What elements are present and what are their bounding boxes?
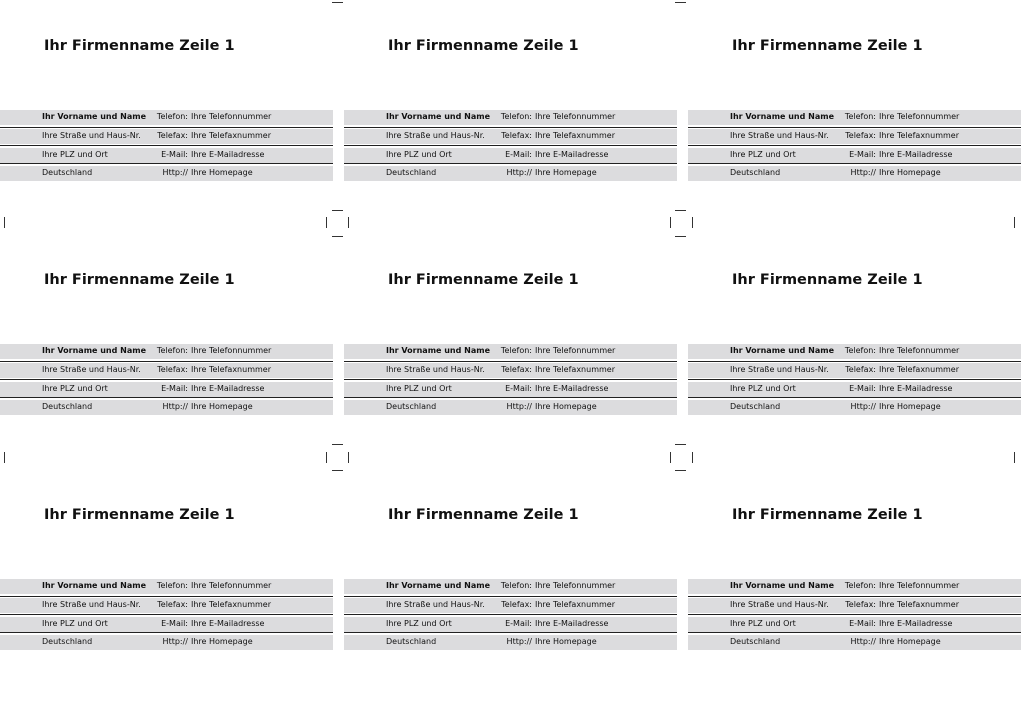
contact-label: Ihre PLZ und Ort xyxy=(730,384,796,393)
contact-label: Ihre PLZ und Ort xyxy=(730,619,796,628)
crop-mark xyxy=(332,444,343,445)
contact-row xyxy=(688,579,1021,594)
company-name: Ihr Firmenname Zeile 1 xyxy=(732,38,923,54)
contact-row xyxy=(0,598,333,613)
contact-row xyxy=(688,617,1021,632)
contact-value: Ihre Telefonnummer xyxy=(191,112,272,121)
row-divider xyxy=(0,614,333,615)
row-divider xyxy=(688,361,1021,362)
contact-value: Ihre Homepage xyxy=(191,402,253,411)
crop-mark xyxy=(675,2,686,3)
row-divider xyxy=(688,614,1021,615)
contact-caption: Http:// xyxy=(162,402,188,411)
company-name: Ihr Firmenname Zeile 1 xyxy=(732,272,923,288)
contact-label: Ihre PLZ und Ort xyxy=(386,619,452,628)
contact-value: Ihre E-Mailadresse xyxy=(535,384,609,393)
contact-label: Deutschland xyxy=(386,637,437,646)
contact-row xyxy=(0,344,333,359)
contact-caption: Telefon: xyxy=(500,581,532,590)
crop-mark xyxy=(332,2,343,3)
contact-value: Ihre Homepage xyxy=(879,168,941,177)
contact-value: Ihre Homepage xyxy=(191,637,253,646)
contact-caption: Http:// xyxy=(506,402,532,411)
crop-mark xyxy=(692,217,693,228)
contact-row xyxy=(0,635,333,650)
contact-value: Ihre Telefaxnummer xyxy=(879,365,959,374)
row-divider xyxy=(0,632,333,633)
contact-caption: Telefon: xyxy=(156,112,188,121)
contact-value: Ihre Homepage xyxy=(535,168,597,177)
contact-row xyxy=(344,110,677,125)
contact-value: Ihre E-Mailadresse xyxy=(191,619,265,628)
contact-label: Ihre Straße und Haus-Nr. xyxy=(42,600,141,609)
contact-caption: Http:// xyxy=(162,637,188,646)
contact-caption: Telefon: xyxy=(844,346,876,355)
company-name: Ihr Firmenname Zeile 1 xyxy=(44,507,235,523)
contact-value: Ihre E-Mailadresse xyxy=(879,619,953,628)
company-name: Ihr Firmenname Zeile 1 xyxy=(388,38,579,54)
crop-mark xyxy=(1014,217,1015,228)
contact-label: Deutschland xyxy=(42,168,93,177)
contact-row xyxy=(0,110,333,125)
crop-mark xyxy=(675,470,686,471)
contact-value: Ihre Telefaxnummer xyxy=(191,131,271,140)
crop-mark xyxy=(675,210,686,211)
contact-caption: Telefax: xyxy=(845,131,876,140)
row-divider xyxy=(344,596,677,597)
contact-caption: Http:// xyxy=(506,168,532,177)
contact-caption: Http:// xyxy=(162,168,188,177)
contact-label: Deutschland xyxy=(42,637,93,646)
contact-caption: E-Mail: xyxy=(161,619,188,628)
contact-row xyxy=(0,382,333,397)
contact-value: Ihre Telefaxnummer xyxy=(535,600,615,609)
crop-mark xyxy=(326,452,327,463)
contact-label: Ihre Straße und Haus-Nr. xyxy=(386,131,485,140)
contact-row xyxy=(344,148,677,163)
contact-caption: Http:// xyxy=(850,402,876,411)
contact-row xyxy=(344,579,677,594)
contact-caption: Telefax: xyxy=(501,600,532,609)
row-divider xyxy=(344,632,677,633)
contact-value: Ihre Telefaxnummer xyxy=(535,365,615,374)
contact-row xyxy=(344,382,677,397)
crop-mark xyxy=(332,210,343,211)
contact-value: Ihre Telefaxnummer xyxy=(879,600,959,609)
contact-row xyxy=(0,166,333,181)
contact-label: Ihre Straße und Haus-Nr. xyxy=(730,365,829,374)
contact-row xyxy=(688,382,1021,397)
crop-mark xyxy=(670,217,671,228)
company-name: Ihr Firmenname Zeile 1 xyxy=(388,272,579,288)
contact-caption: Telefon: xyxy=(500,346,532,355)
contact-value: Ihre E-Mailadresse xyxy=(535,150,609,159)
crop-mark xyxy=(326,217,327,228)
contact-caption: E-Mail: xyxy=(161,150,188,159)
contact-value: Ihre Telefaxnummer xyxy=(535,131,615,140)
contact-row xyxy=(0,579,333,594)
contact-row xyxy=(688,129,1021,144)
crop-mark xyxy=(670,452,671,463)
row-divider xyxy=(0,361,333,362)
business-card xyxy=(688,234,1021,468)
contact-row xyxy=(344,129,677,144)
contact-caption: E-Mail: xyxy=(849,150,876,159)
contact-row xyxy=(344,400,677,415)
contact-caption: Http:// xyxy=(850,168,876,177)
contact-label: Deutschland xyxy=(386,168,437,177)
business-card xyxy=(344,234,677,468)
contact-label: Ihre PLZ und Ort xyxy=(386,150,452,159)
contact-value: Ihre Homepage xyxy=(879,402,941,411)
contact-row xyxy=(688,598,1021,613)
crop-mark xyxy=(1014,452,1015,463)
row-divider xyxy=(0,145,333,146)
contact-caption: E-Mail: xyxy=(505,150,532,159)
contact-label: Ihre PLZ und Ort xyxy=(42,150,108,159)
contact-value: Ihre Telefonnummer xyxy=(191,581,272,590)
contact-caption: Http:// xyxy=(506,637,532,646)
contact-caption: Telefax: xyxy=(845,600,876,609)
contact-row xyxy=(344,363,677,378)
contact-label: Ihre Straße und Haus-Nr. xyxy=(730,131,829,140)
contact-caption: Telefax: xyxy=(157,600,188,609)
contact-label: Ihre PLZ und Ort xyxy=(42,619,108,628)
contact-value: Ihre Telefonnummer xyxy=(191,346,272,355)
contact-row xyxy=(688,400,1021,415)
contact-label: Ihr Vorname und Name xyxy=(386,112,490,121)
crop-mark xyxy=(4,217,5,228)
contact-row xyxy=(688,635,1021,650)
crop-mark xyxy=(4,452,5,463)
contact-value: Ihre Telefonnummer xyxy=(535,581,616,590)
contact-caption: E-Mail: xyxy=(849,384,876,393)
row-divider xyxy=(0,163,333,164)
contact-row xyxy=(344,598,677,613)
contact-caption: Telefax: xyxy=(501,131,532,140)
contact-caption: E-Mail: xyxy=(505,384,532,393)
contact-row xyxy=(344,617,677,632)
company-name: Ihr Firmenname Zeile 1 xyxy=(44,38,235,54)
row-divider xyxy=(0,379,333,380)
contact-row xyxy=(0,363,333,378)
contact-caption: E-Mail: xyxy=(161,384,188,393)
row-divider xyxy=(344,163,677,164)
contact-label: Ihre Straße und Haus-Nr. xyxy=(42,131,141,140)
contact-label: Ihre Straße und Haus-Nr. xyxy=(386,365,485,374)
contact-value: Ihre Telefaxnummer xyxy=(879,131,959,140)
contact-value: Ihre E-Mailadresse xyxy=(535,619,609,628)
row-divider xyxy=(688,163,1021,164)
row-divider xyxy=(688,127,1021,128)
row-divider xyxy=(688,379,1021,380)
contact-value: Ihre Telefaxnummer xyxy=(191,365,271,374)
crop-mark xyxy=(348,452,349,463)
contact-row xyxy=(0,148,333,163)
contact-row xyxy=(0,400,333,415)
contact-value: Ihre E-Mailadresse xyxy=(191,150,265,159)
contact-row xyxy=(688,166,1021,181)
row-divider xyxy=(344,397,677,398)
contact-label: Ihr Vorname und Name xyxy=(730,346,834,355)
crop-mark xyxy=(332,236,343,237)
contact-value: Ihre E-Mailadresse xyxy=(879,384,953,393)
contact-caption: Telefon: xyxy=(500,112,532,121)
contact-row xyxy=(688,344,1021,359)
contact-label: Deutschland xyxy=(42,402,93,411)
row-divider xyxy=(344,127,677,128)
contact-row xyxy=(344,344,677,359)
contact-value: Ihre Homepage xyxy=(535,402,597,411)
row-divider xyxy=(344,361,677,362)
row-divider xyxy=(688,145,1021,146)
company-name: Ihr Firmenname Zeile 1 xyxy=(388,507,579,523)
contact-row xyxy=(688,148,1021,163)
contact-label: Deutschland xyxy=(730,637,781,646)
contact-label: Ihr Vorname und Name xyxy=(386,581,490,590)
business-card xyxy=(0,234,333,468)
business-card xyxy=(0,0,333,234)
contact-value: Ihre E-Mailadresse xyxy=(191,384,265,393)
contact-caption: Telefax: xyxy=(501,365,532,374)
contact-row xyxy=(344,635,677,650)
contact-label: Ihr Vorname und Name xyxy=(386,346,490,355)
contact-row xyxy=(344,166,677,181)
contact-caption: Telefax: xyxy=(845,365,876,374)
row-divider xyxy=(0,127,333,128)
contact-caption: E-Mail: xyxy=(505,619,532,628)
contact-value: Ihre Homepage xyxy=(191,168,253,177)
row-divider xyxy=(688,596,1021,597)
contact-label: Ihre Straße und Haus-Nr. xyxy=(730,600,829,609)
contact-label: Ihr Vorname und Name xyxy=(42,581,146,590)
company-name: Ihr Firmenname Zeile 1 xyxy=(44,272,235,288)
contact-value: Ihre E-Mailadresse xyxy=(879,150,953,159)
contact-value: Ihre Telefonnummer xyxy=(535,346,616,355)
contact-caption: Telefon: xyxy=(156,346,188,355)
business-card xyxy=(688,469,1021,703)
crop-mark xyxy=(332,470,343,471)
business-card xyxy=(344,0,677,234)
contact-caption: Telefax: xyxy=(157,365,188,374)
row-divider xyxy=(0,397,333,398)
contact-label: Deutschland xyxy=(386,402,437,411)
contact-caption: Telefon: xyxy=(844,581,876,590)
contact-caption: Telefon: xyxy=(156,581,188,590)
row-divider xyxy=(0,596,333,597)
row-divider xyxy=(688,397,1021,398)
contact-label: Ihr Vorname und Name xyxy=(42,112,146,121)
contact-label: Ihre PLZ und Ort xyxy=(42,384,108,393)
contact-value: Ihre Telefaxnummer xyxy=(191,600,271,609)
contact-label: Ihr Vorname und Name xyxy=(42,346,146,355)
contact-value: Ihre Telefonnummer xyxy=(535,112,616,121)
contact-label: Ihr Vorname und Name xyxy=(730,112,834,121)
contact-row xyxy=(688,363,1021,378)
contact-row xyxy=(0,617,333,632)
contact-label: Ihre PLZ und Ort xyxy=(730,150,796,159)
contact-label: Ihr Vorname und Name xyxy=(730,581,834,590)
row-divider xyxy=(688,632,1021,633)
contact-caption: Telefax: xyxy=(157,131,188,140)
crop-mark xyxy=(675,444,686,445)
contact-label: Ihre Straße und Haus-Nr. xyxy=(42,365,141,374)
business-card xyxy=(688,0,1021,234)
contact-value: Ihre Telefonnummer xyxy=(879,112,960,121)
contact-value: Ihre Telefonnummer xyxy=(879,581,960,590)
row-divider xyxy=(344,145,677,146)
contact-label: Ihre Straße und Haus-Nr. xyxy=(386,600,485,609)
contact-label: Ihre PLZ und Ort xyxy=(386,384,452,393)
contact-value: Ihre Homepage xyxy=(879,637,941,646)
crop-mark xyxy=(692,452,693,463)
contact-value: Ihre Telefonnummer xyxy=(879,346,960,355)
contact-caption: Telefon: xyxy=(844,112,876,121)
crop-mark xyxy=(675,236,686,237)
contact-label: Deutschland xyxy=(730,402,781,411)
crop-mark xyxy=(348,217,349,228)
business-card xyxy=(0,469,333,703)
contact-caption: E-Mail: xyxy=(849,619,876,628)
contact-label: Deutschland xyxy=(730,168,781,177)
contact-row xyxy=(0,129,333,144)
contact-row xyxy=(688,110,1021,125)
row-divider xyxy=(344,379,677,380)
row-divider xyxy=(344,614,677,615)
business-card xyxy=(344,469,677,703)
contact-caption: Http:// xyxy=(850,637,876,646)
company-name: Ihr Firmenname Zeile 1 xyxy=(732,507,923,523)
contact-value: Ihre Homepage xyxy=(535,637,597,646)
